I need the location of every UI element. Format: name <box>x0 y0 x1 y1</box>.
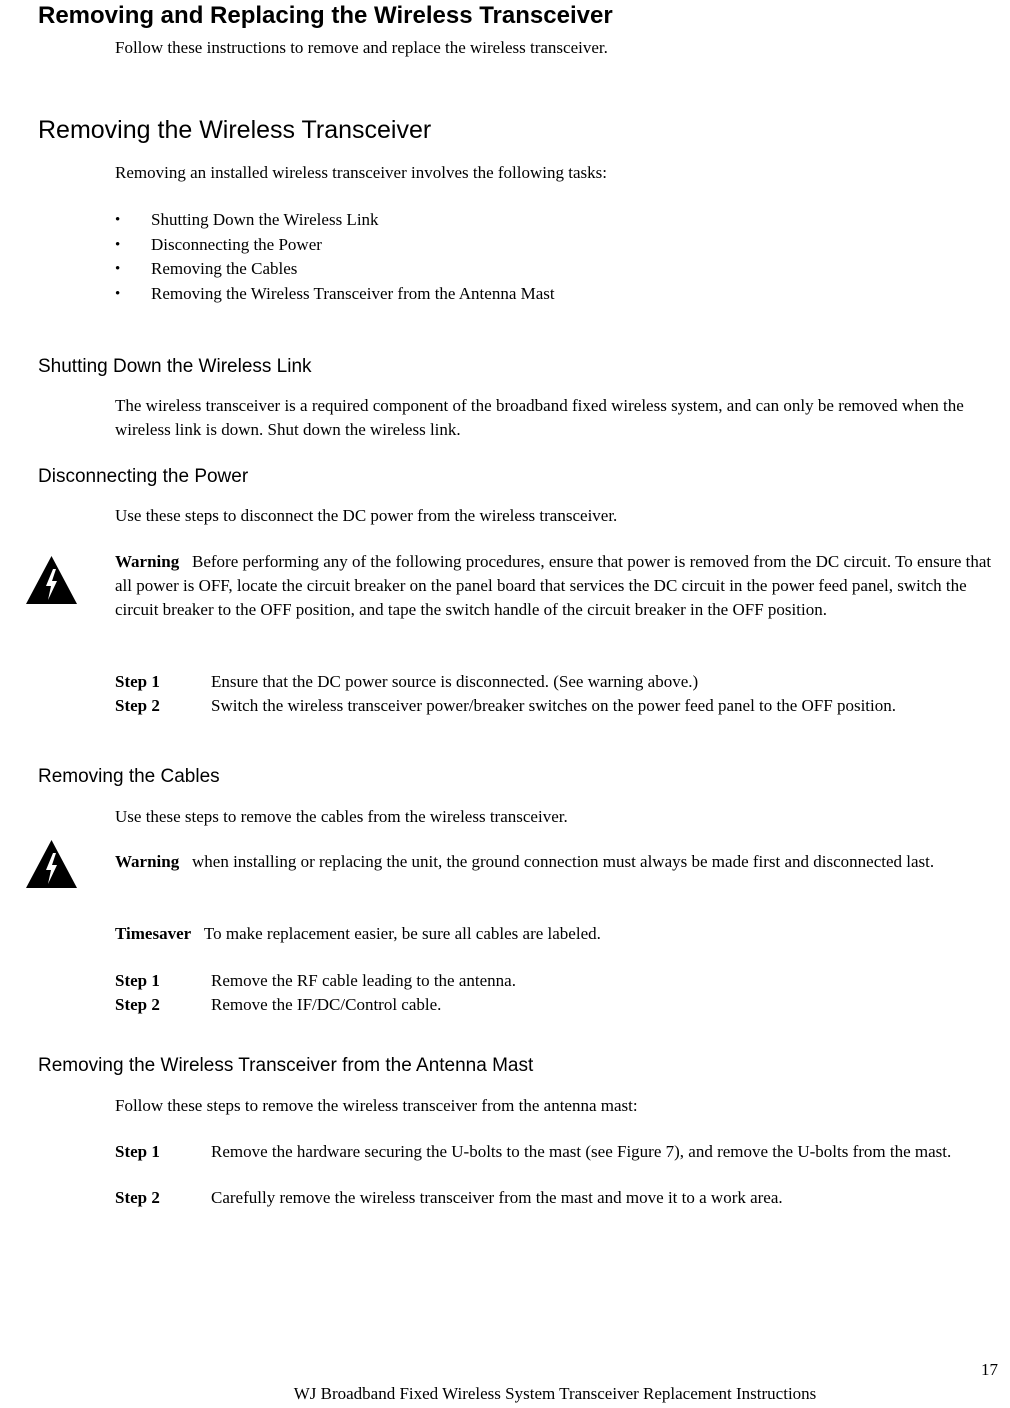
cables-warning <box>115 850 1010 874</box>
step-text: Carefully remove the wireless transceiver from the mast and move it to a work area. <box>211 1188 783 1207</box>
list-item: • Disconnecting the Power <box>115 233 555 258</box>
step-label: Step 1 <box>115 971 160 990</box>
timesaver-text: To make replacement easier, be sure all cables are labeled. <box>203 924 601 943</box>
mast-step-1 <box>115 1140 1005 1164</box>
mast-step-2 <box>115 1186 1005 1210</box>
removing-cables-intro: Use these steps to remove the cables from the wireless transceiver. <box>115 807 568 826</box>
power-step-2 <box>115 694 1005 718</box>
page-footer: WJ Broadband Fixed Wireless System Transceiver Replacement Instructions <box>293 1384 817 1403</box>
task-list <box>115 208 555 307</box>
step-text: Ensure that the DC power source is disconnected. (See warning above.) <box>211 672 699 691</box>
timesaver-note <box>115 922 1010 946</box>
removing-mast-intro: Follow these steps to remove the wireless transceiver from the antenna mast: <box>115 1096 638 1115</box>
intro-text: Follow these instructions to remove and replace the wireless transceiver. <box>115 38 608 57</box>
section-heading-removing: Removing the Wireless Transceiver <box>38 116 432 144</box>
step-label: Step 2 <box>115 1188 160 1207</box>
heading-shutting-down: Shutting Down the Wireless Link <box>38 356 312 377</box>
step-label: Step 2 <box>115 696 160 715</box>
warning-icon <box>24 554 79 606</box>
page-number: 17 <box>981 1360 998 1379</box>
timesaver-label: Timesaver <box>115 924 192 943</box>
warning-text: when installing or replacing the unit, the ground connection must always be made first and disconnected last. <box>192 852 935 871</box>
step-text: Remove the IF/DC/Control cable. <box>211 995 442 1014</box>
heading-removing-cables: Removing the Cables <box>38 766 220 787</box>
step-text: Switch the wireless transceiver power/breaker switches on the power feed panel to the OFF position. <box>211 696 897 715</box>
warning-text: Before performing any of the following procedures, ensure that power is removed from the DC circuit. To ensure that all power is OFF, locate the circuit breaker on the panel board that services the DC circuit in the power feed panel, switch the circuit breaker to the OFF position, and tape the switch handle of the circuit breaker in the OFF position. <box>115 552 992 619</box>
step-label: Step 1 <box>115 672 160 691</box>
power-step-1 <box>115 670 1005 694</box>
power-warning <box>115 550 1010 622</box>
removing-intro: Removing an installed wireless transceiver involves the following tasks: <box>115 163 607 182</box>
step-text: Remove the RF cable leading to the antenna. <box>211 971 516 990</box>
step-label: Step 2 <box>115 995 160 1014</box>
step-label: Step 1 <box>115 1142 160 1161</box>
warning-icon <box>24 838 79 890</box>
cables-step-1 <box>115 969 1005 993</box>
warning-label: Warning <box>115 552 180 571</box>
list-item: • Shutting Down the Wireless Link <box>115 208 555 233</box>
heading-disconnecting-power: Disconnecting the Power <box>38 466 249 487</box>
list-item: • Removing the Wireless Transceiver from the Antenna Mast <box>115 282 555 307</box>
cables-step-2 <box>115 993 1005 1017</box>
shutting-down-body: The wireless transceiver is a required component of the broadband fixed wireless system, and can only be removed when the wireless link is down. Shut down the wireless link. <box>115 396 964 439</box>
warning-label: Warning <box>115 852 180 871</box>
disconnecting-power-intro: Use these steps to disconnect the DC power from the wireless transceiver. <box>115 506 618 525</box>
list-item: • Removing the Cables <box>115 257 555 282</box>
heading-removing-mast: Removing the Wireless Transceiver from the Antenna Mast <box>38 1055 534 1076</box>
page-title: Removing and Replacing the Wireless Transceiver <box>38 2 613 29</box>
step-text: Remove the hardware securing the U-bolts to the mast (see Figure 7), and remove the U-bolts from the mast. <box>211 1142 952 1161</box>
